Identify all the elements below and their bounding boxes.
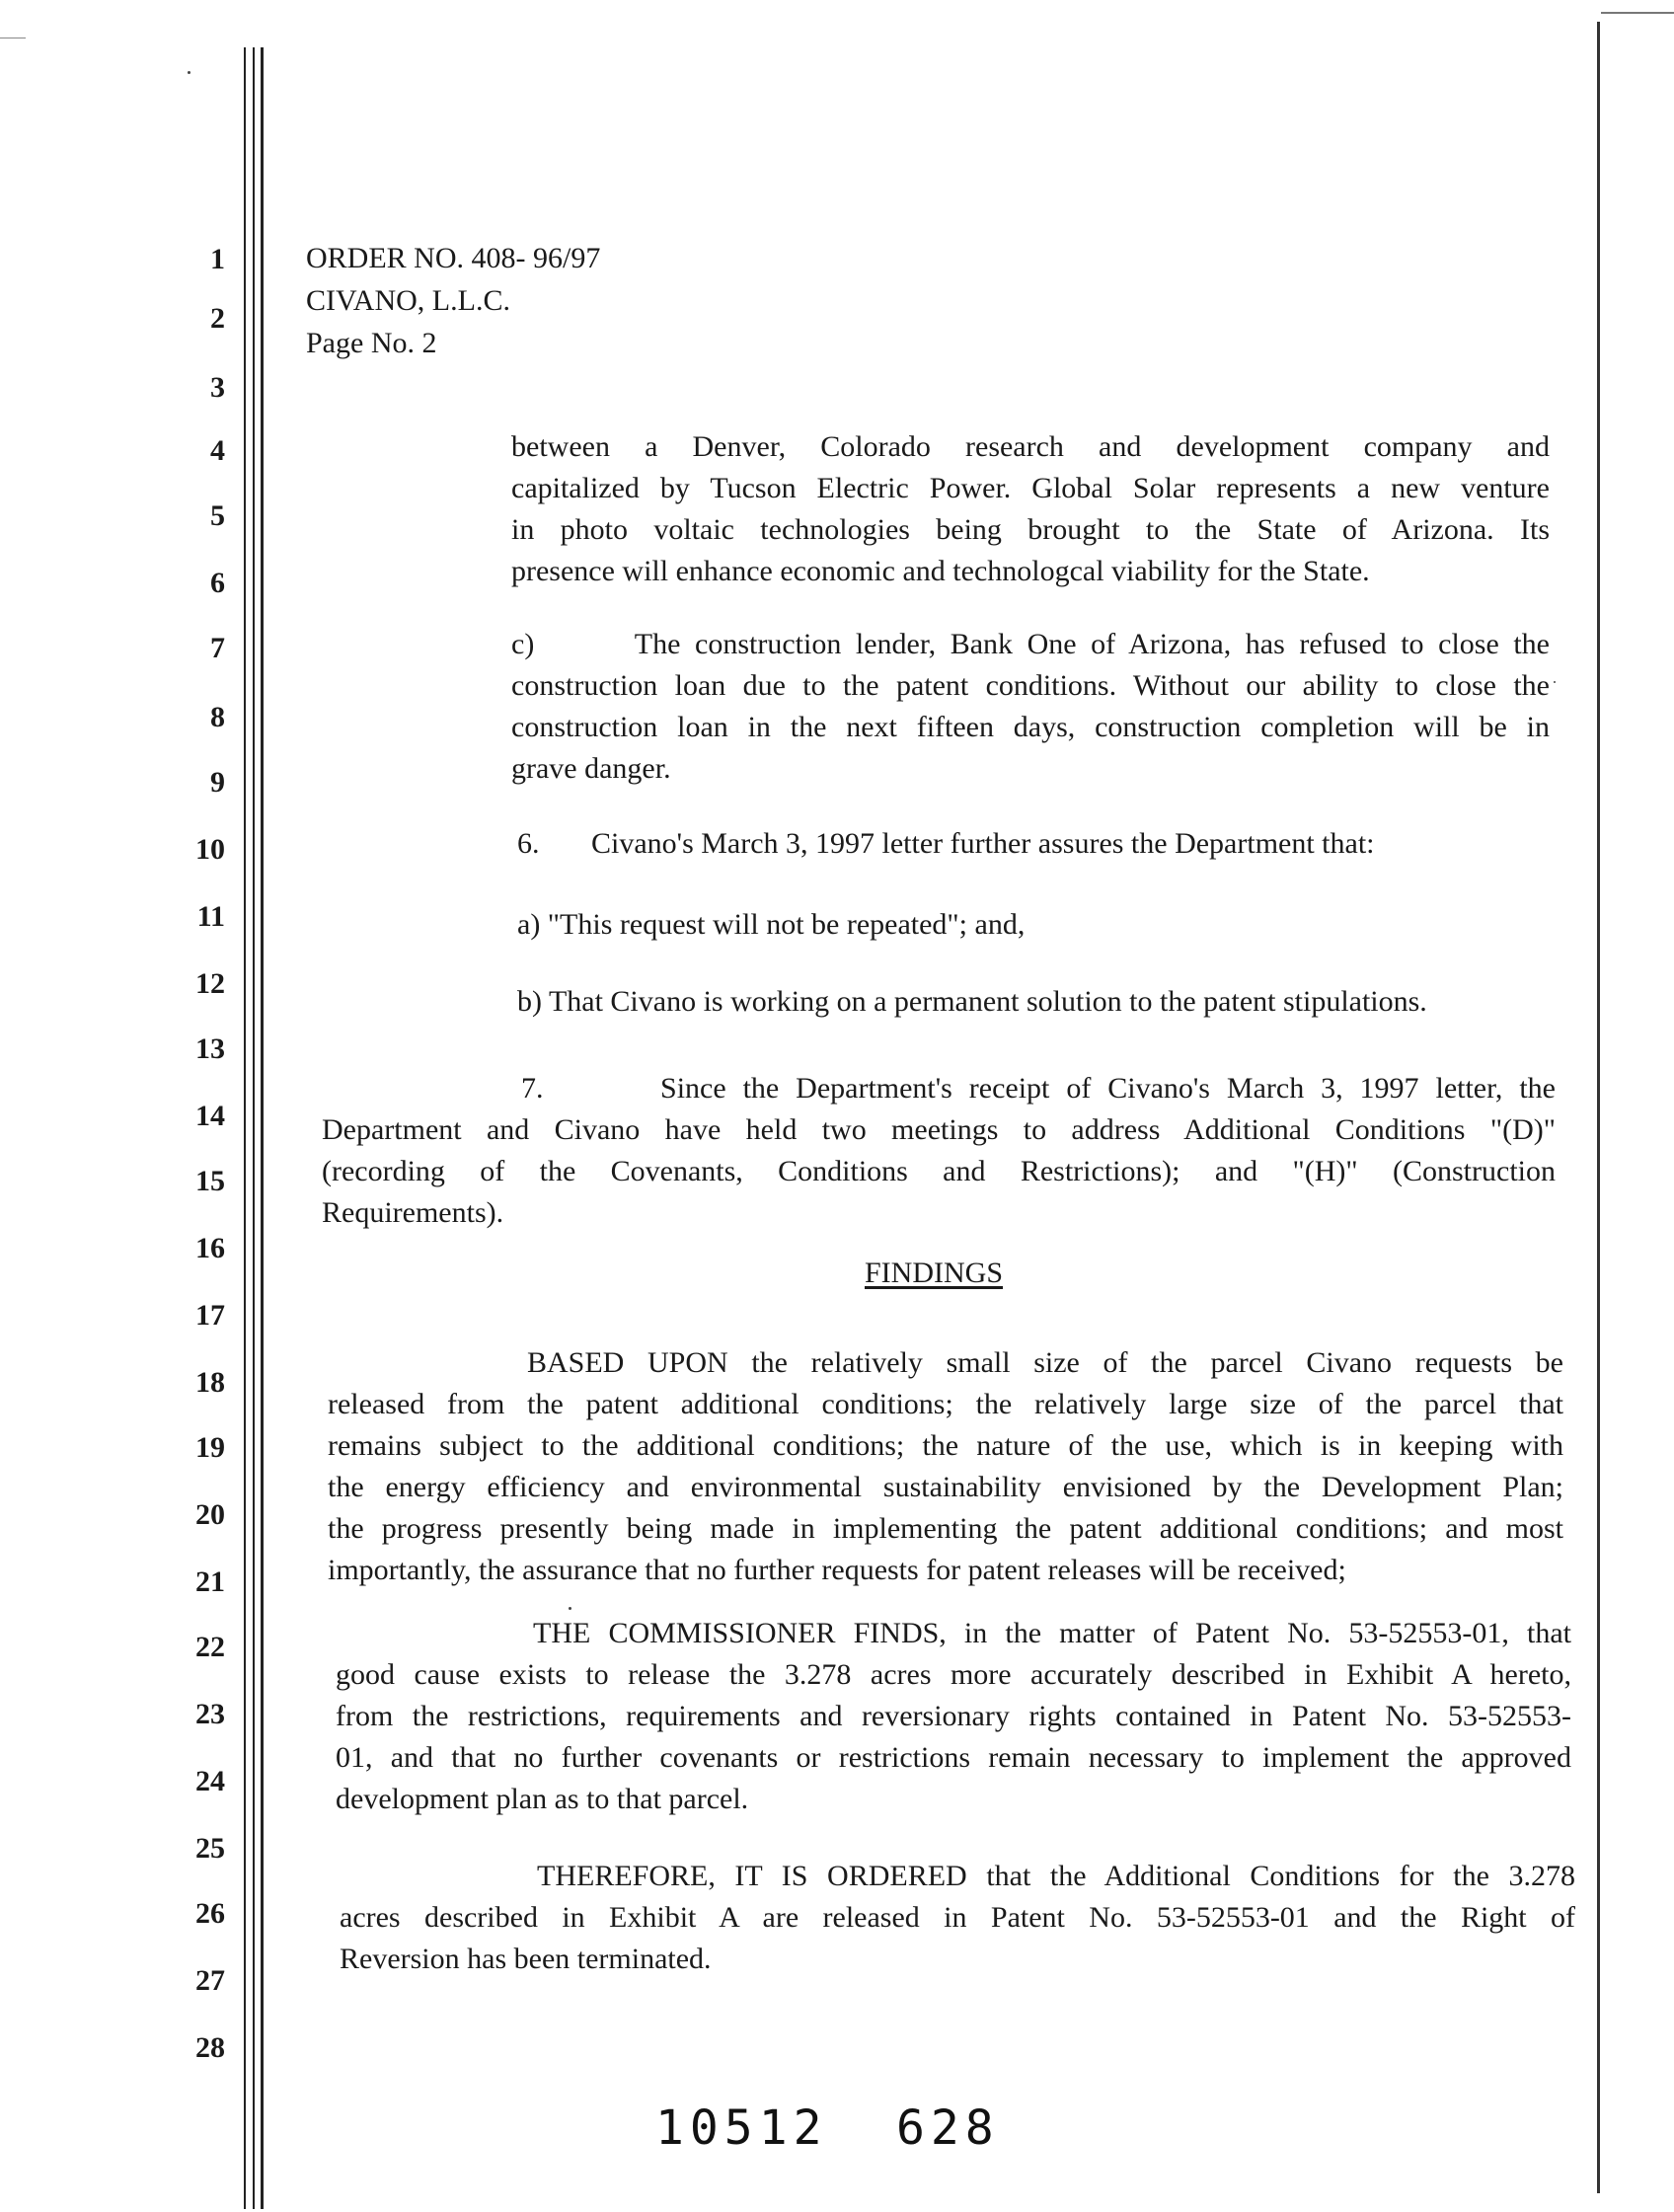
corner-mark <box>1601 12 1674 14</box>
text-line: construction loan in the next fifteen days, construction completion will be in <box>511 711 1550 743</box>
text-line: Requirements). <box>322 1196 504 1229</box>
margin-rule <box>244 47 246 2209</box>
item-6b: b) That Civano is working on a permanent solution to the patent stipulations. <box>517 985 1427 1018</box>
text-line: importantly, the assurance that no further requests for patent releases will be received; <box>328 1554 1346 1586</box>
text-line: the progress presently being made in implementing the patent additional conditions; and most <box>328 1512 1563 1545</box>
right-margin-rule <box>1597 22 1600 2193</box>
text-line: acres described in Exhibit A are released in Patent No. 53-52553-01 and the Right of <box>340 1901 1575 1934</box>
paragraph-order <box>340 1856 1575 1980</box>
party-name: CIVANO, L.L.C. <box>306 284 510 317</box>
paragraph-commissioner-finds <box>336 1613 1571 1820</box>
recording-page-number: 628 <box>896 2100 1000 2156</box>
text-line: development plan as to that parcel. <box>336 1783 749 1815</box>
text-line: grave danger. <box>511 752 671 785</box>
order-number: ORDER NO. 408- 96/97 <box>306 242 601 274</box>
findings-heading: FINDINGS <box>865 1257 1004 1289</box>
paragraph-based-upon <box>328 1342 1563 1591</box>
text-line: from the restrictions, requirements and reversionary rights contained in Patent No. 53-52553- <box>336 1700 1571 1732</box>
text-line: THE COMMISSIONER FINDS, in the matter of Patent No. 53-52553-01, that <box>533 1617 1571 1649</box>
text-line: Department and Civano have held two meetings to address Additional Conditions "(D)" <box>322 1113 1556 1146</box>
text-line: BASED UPON the relatively small size of the parcel Civano requests be <box>527 1346 1563 1379</box>
item-6a: a) "This request will not be repeated"; and, <box>517 908 1026 941</box>
scan-speck <box>1554 681 1556 683</box>
paragraph-item-c <box>511 624 1550 790</box>
document-page: 1 2 3 4 5 6 7 8 9 10 11 12 13 14 15 16 17 18 19 20 21 22 23 24 25 26 27 28 ORDER NO. 408- 96/97 CIVANO, L.L.C. Page No. 2 between a Denver, Colorado research and development company and capitalized by Tucson Electric Power. Global Solar represents a new venture in photo voltaic technologies being brought to the State of Arizona. Its presence will enhance economic and technologcal viability for the State. c) The construction lender, Bank One of Arizona, has refused to close the construction loan due to the patent conditions. Without our ability to close the construction loan in the next fifteen days, construction completion will be in grave danger. 6. Civano's March 3, 1997 letter further assures the Department that: a) "This request will not be repeated"; and, b) That Civano is working on a permanent solution to the patent stipulations. 7. Since the Department's receipt of Civano's March 3, 1997 letter, the Department and Civano have held two meetings to address Additional Conditions "(D)" (recording of the Covenants, Conditions and Restrictions); and "(H)" (Construction Requirements). FINDINGS BASED UPON the relatively small size of the parcel Civano requests be released from the patent additional conditions; the relatively large size of the parcel that remains subject to the additional conditions; the nature of the use, which is in keeping with the energy efficiency and environmental sustainability envisioned by the Development Plan; the progress presently being made in implementing the patent additional conditions; and most importantly, the assurance that no further requests for patent releases will be received; THE COMMISSIONER FINDS, in the matter of Patent No. 53-52553-01, that good cause exists to release the 3.278 acres more accurately described in Exhibit A hereto, from the restrictions, requirements and reversionary rights contained in Patent No. 53-52553- 01, and that no further covenants or restrictions remain necessary to implement the approved development plan as to that parcel. THEREFORE, IT IS ORDERED that the Additional Conditions for the 3.278 acres described in Exhibit A are released in Patent No. 53-52553-01 and the Right of Reversion has been terminated. 10512 628 <box>0 0 1674 2212</box>
text-line: THEREFORE, IT IS ORDERED that the Additional Conditions for the 3.278 <box>537 1860 1575 1892</box>
scan-speck <box>569 1607 571 1610</box>
margin-rule <box>253 47 255 2209</box>
page-number: Page No. 2 <box>306 327 437 359</box>
text-line: released from the patent additional conditions; the relatively large size of the parcel that <box>328 1388 1563 1420</box>
text-line: c) The construction lender, Bank One of Arizona, has refused to close the <box>511 628 1550 660</box>
margin-rule <box>261 47 264 2209</box>
text-line: presence will enhance economic and technologcal viability for the State. <box>511 555 1370 587</box>
text-line: construction loan due to the patent conditions. Without our ability to close the <box>511 669 1550 702</box>
text-line: the energy efficiency and environmental sustainability envisioned by the Development Plan; <box>328 1471 1563 1503</box>
recording-book-number: 10512 <box>655 2100 828 2156</box>
text-line: Reversion has been terminated. <box>340 1943 712 1975</box>
text-line: between a Denver, Colorado research and development company and <box>511 430 1550 463</box>
text-line: remains subject to the additional conditions; the nature of the use, which is in keeping with <box>328 1429 1563 1462</box>
text-line: good cause exists to release the 3.278 acres more accurately described in Exhibit A hereto, <box>336 1658 1571 1691</box>
text-line: (recording of the Covenants, Conditions and Restrictions); and "(H)" (Construction <box>322 1155 1556 1187</box>
scan-speck <box>188 71 190 74</box>
text-line: 01, and that no further covenants or restrictions remain necessary to implement the approved <box>336 1741 1571 1774</box>
text-line: 7. Since the Department's receipt of Civano's March 3, 1997 letter, the <box>521 1072 1556 1105</box>
text-line: capitalized by Tucson Electric Power. Global Solar represents a new venture <box>511 472 1550 504</box>
item-6: 6. Civano's March 3, 1997 letter further assures the Department that: <box>517 827 1375 860</box>
paragraph-continuation <box>511 426 1550 592</box>
text-line: in photo voltaic technologies being brought to the State of Arizona. Its <box>511 513 1550 546</box>
paragraph-item-7 <box>322 1068 1556 1234</box>
